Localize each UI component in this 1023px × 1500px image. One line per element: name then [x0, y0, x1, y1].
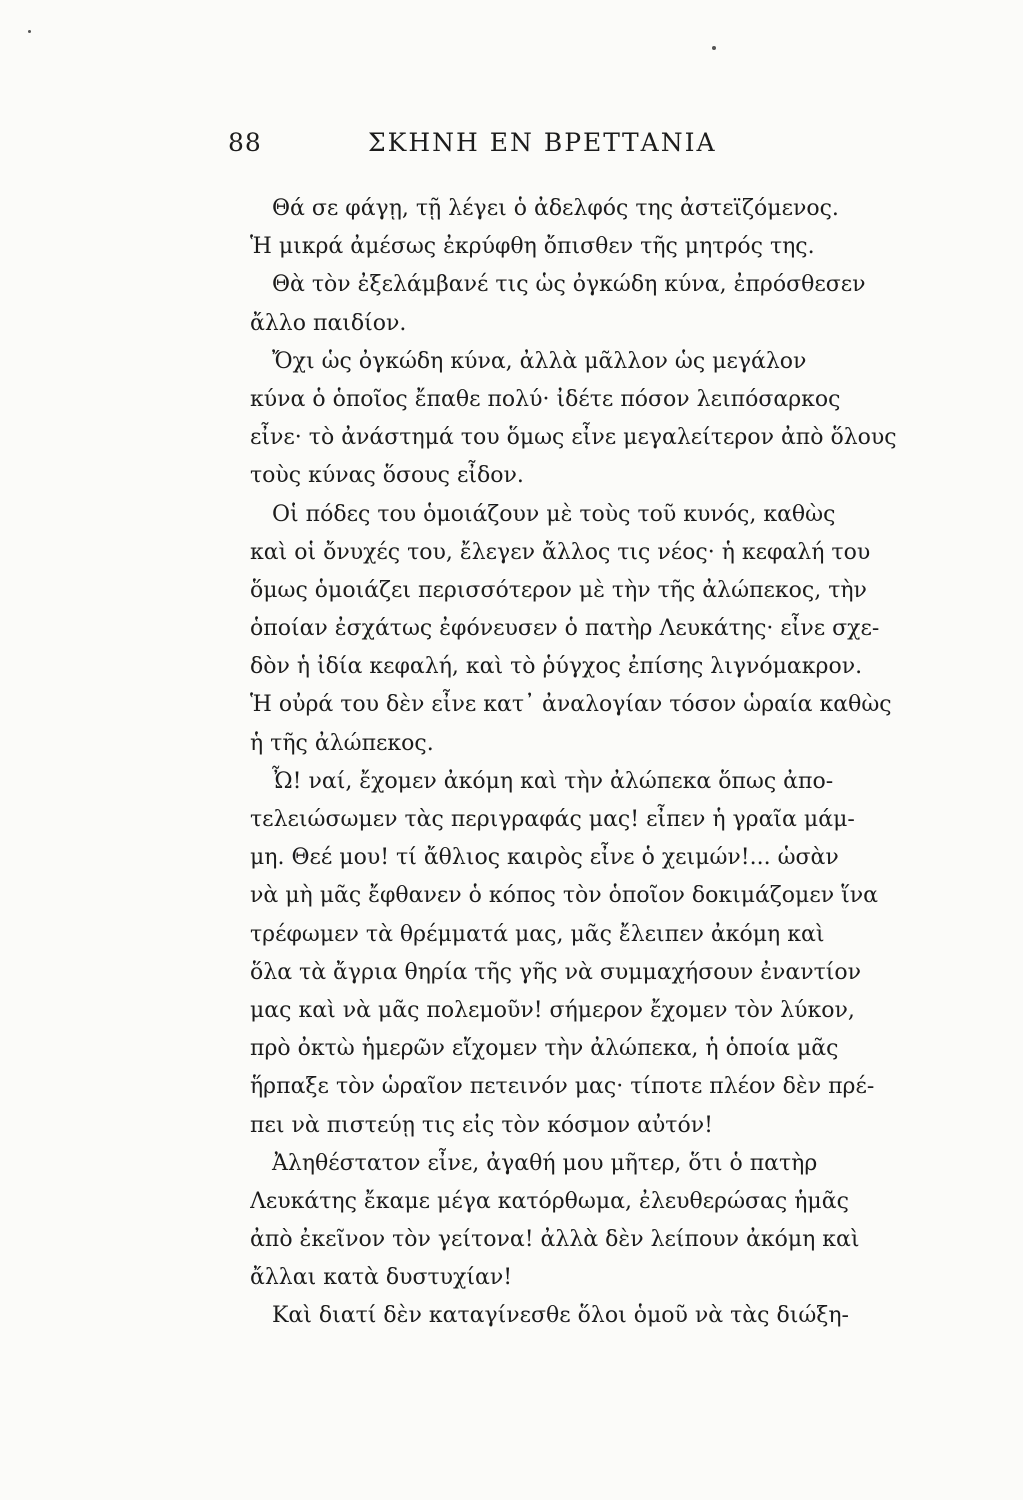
- text-line: Ἡ μικρά ἀμέσως ἐκρύφθη ὄπισθεν τῆς μητρός της.: [250, 234, 815, 260]
- text-line: Ὦ! ναί, ἔχομεν ἀκόμη καὶ τὴν ἀλώπεκα ὅπως ἀπο-: [272, 768, 834, 794]
- text-line: Θὰ τὸν ἐξελάμβανέ τις ὡς ὀγκώδη κύνα, ἐπρόσθεσεν: [272, 272, 866, 298]
- text-line: πει νὰ πιστεύῃ τις εἰς τὸν κόσμον αὐτόν!: [250, 1112, 713, 1138]
- paper-speck: [712, 46, 716, 50]
- text-line: ὁποίαν ἐσχάτως ἐφόνευσεν ὁ πατὴρ Λευκάτης· εἶνε σχε-: [250, 616, 880, 642]
- text-line: Ὄχι ὡς ὀγκώδη κύνα, ἀλλὰ μᾶλλον ὡς μεγάλον: [272, 348, 807, 374]
- text-line: ἄλλο παιδίον.: [250, 310, 407, 336]
- text-line: τελειώσωμεν τὰς περιγραφάς μας! εἶπεν ἡ γραῖα μάμ-: [250, 807, 855, 832]
- text-line: Ἀληθέστατον εἶνε, ἀγαθή μου μῆτερ, ὅτι ὁ πατὴρ: [272, 1150, 818, 1176]
- paper-speck: [28, 30, 31, 33]
- text-line: καὶ οἱ ὄνυχές του, ἔλεγεν ἄλλος τις νέος· ἡ κεφαλή του: [250, 539, 871, 565]
- text-line: ὅμως ὁμοιάζει περισσότερον μὲ τὴν τῆς ἀλώπεκος, τὴν: [250, 577, 867, 603]
- text-line: τοὺς κύνας ὅσους εἶδον.: [250, 463, 524, 489]
- text-line: εἶνε· τὸ ἀνάστημά του ὅμως εἶνε μεγαλείτερον ἀπὸ ὅλους: [250, 425, 897, 451]
- text-line: νὰ μὴ μᾶς ἔφθανεν ὁ κόπος τὸν ὁποῖον δοκιμάζομεν ἵνα: [250, 883, 878, 909]
- text-line: δὸν ἡ ἰδία κεφαλή, καὶ τὸ ῥύγχος ἐπίσης λιγνόμακρον.: [250, 654, 863, 680]
- text-line: ἥρπαξε τὸν ὡραῖον πετεινόν μας· τίποτε πλέον δὲν πρέ-: [250, 1074, 875, 1100]
- text-line: ἡ τῆς ἀλώπεκος.: [250, 730, 434, 756]
- text-line: μη. Θεέ μου! τί ἄθλιος καιρὸς εἶνε ὁ χειμών!... ὡσὰν: [250, 845, 839, 871]
- text-line: τρέφωμεν τὰ θρέμματά μας, μᾶς ἔλειπεν ἀκόμη καὶ: [250, 921, 825, 947]
- text-line: πρὸ ὀκτὼ ἡμερῶν εἴχομεν τὴν ἀλώπεκα, ἡ ὁποία μᾶς: [250, 1036, 839, 1062]
- text-line: Ἡ οὐρά του δὲν εἶνε κατ᾽ ἀναλογίαν τόσον ὡραία καθὼς: [250, 692, 892, 718]
- page-number: 88: [228, 128, 262, 157]
- text-line: μας καὶ νὰ μᾶς πολεμοῦν! σήμερον ἔχομεν τὸν λύκον,: [250, 997, 855, 1023]
- text-line: Θά σε φάγῃ, τῇ λέγει ὁ ἀδελφός της ἀστεϊζόμενος.: [272, 196, 839, 221]
- page-body: [250, 190, 910, 1336]
- text-line: κύνα ὁ ὁποῖος ἔπαθε πολύ· ἰδέτε πόσον λειπόσαρκος: [250, 386, 841, 412]
- text-line: ὅλα τὰ ἄγρια θηρία τῆς γῆς νὰ συμμαχήσουν ἐναντίον: [250, 959, 862, 985]
- text-line: ἄλλαι κατὰ δυστυχίαν!: [250, 1265, 513, 1291]
- text-line: Καὶ διατί δὲν καταγίνεσθε ὅλοι ὁμοῦ νὰ τὰς διώξη-: [272, 1303, 849, 1329]
- text-line: ἀπὸ ἐκεῖνον τὸν γείτονα! ἀλλὰ δὲν λείπουν ἀκόμη καὶ: [250, 1227, 860, 1253]
- text-line: Λευκάτης ἔκαμε μέγα κατόρθωμα, ἐλευθερώσας ἡμᾶς: [250, 1188, 849, 1214]
- page-header: [228, 128, 788, 168]
- text-line: Οἱ πόδες του ὁμοιάζουν μὲ τοὺς τοῦ κυνός, καθὼς: [272, 501, 836, 527]
- running-title: ΣΚΗΝΗ ΕΝ ΒΡΕΤΤΑΝΙΑ: [368, 128, 717, 157]
